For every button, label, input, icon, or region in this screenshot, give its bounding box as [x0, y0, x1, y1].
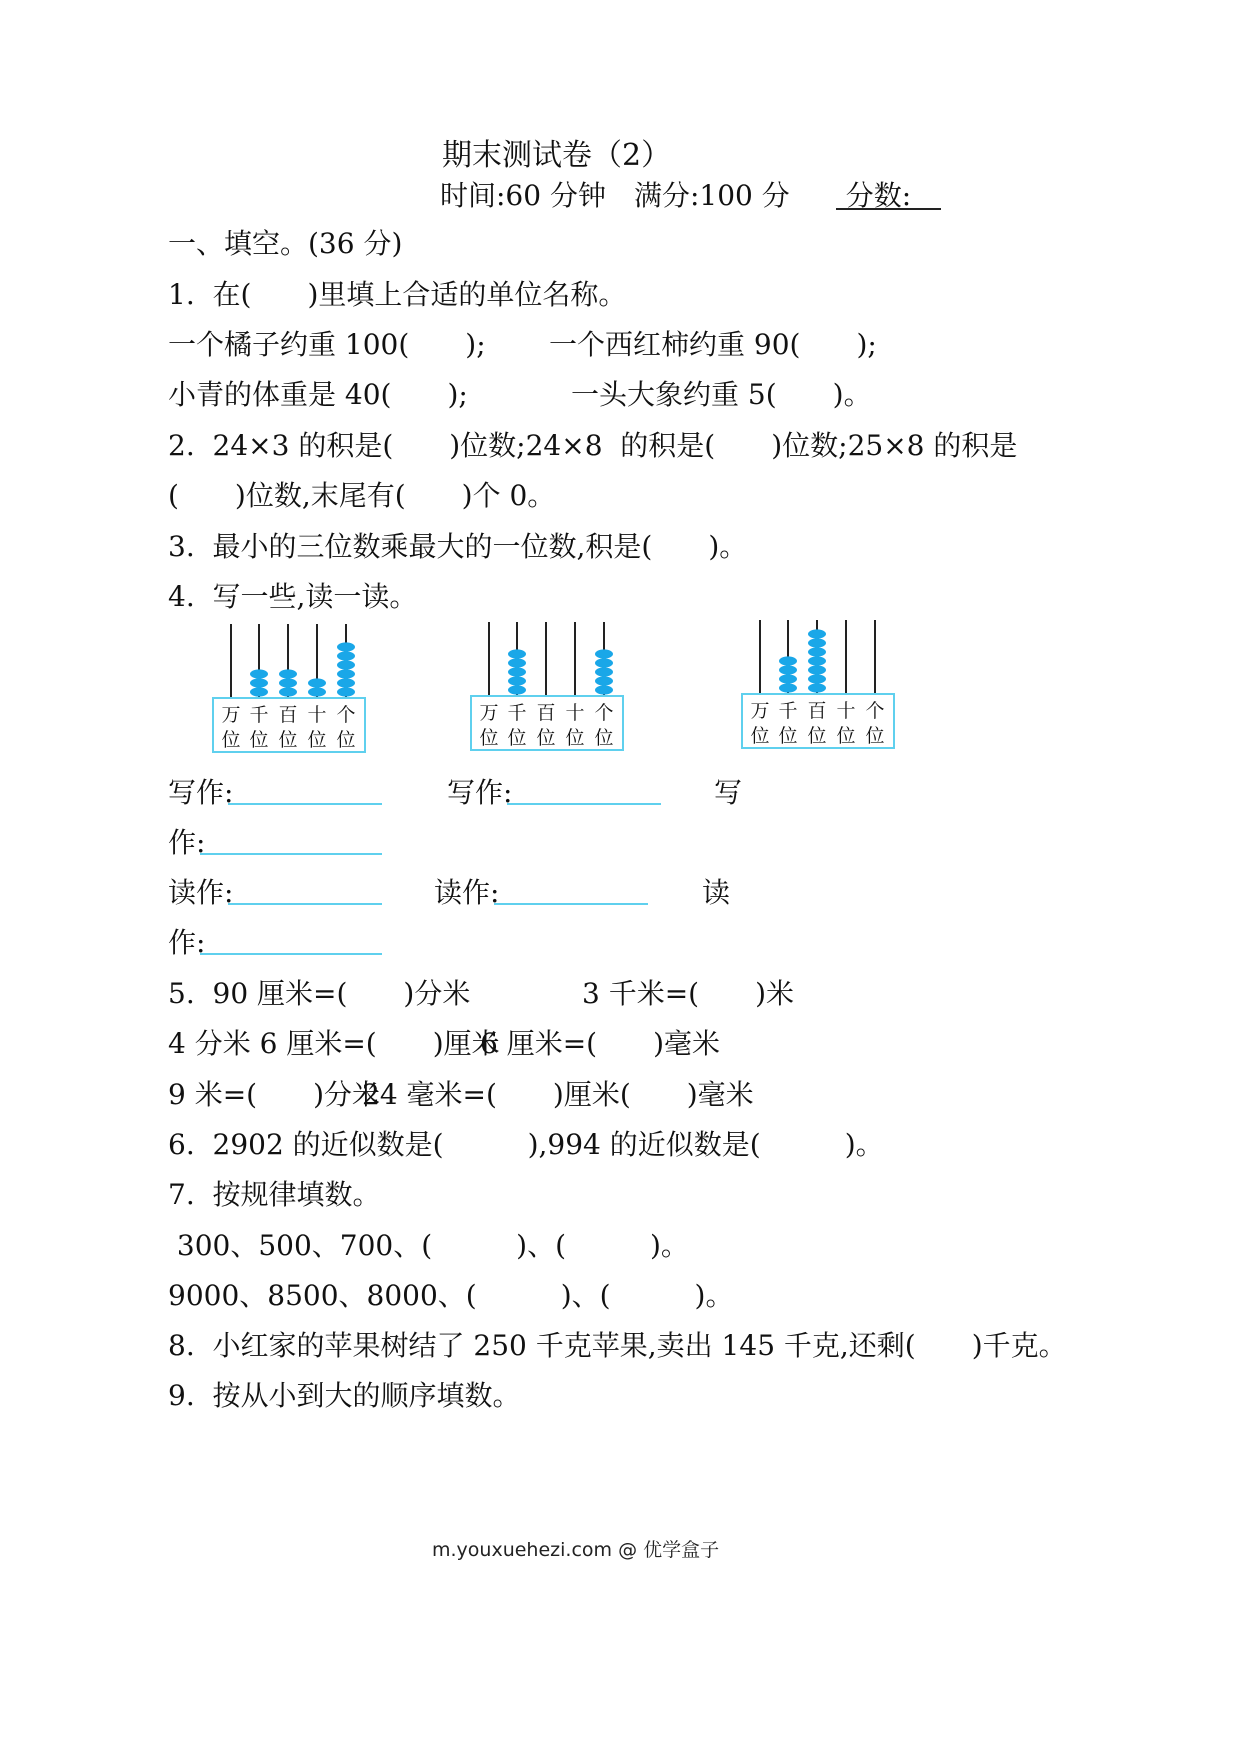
- read-blank-3[interactable]: [200, 953, 382, 955]
- read-blank-2[interactable]: [494, 903, 648, 905]
- read-label-3a: 读: [702, 876, 731, 909]
- read-blank-1[interactable]: [228, 903, 382, 905]
- abacus-place-label: 位: [565, 727, 585, 749]
- abacus-place-label: 位: [278, 729, 298, 751]
- read-label-1: 读作:: [168, 876, 234, 909]
- question-6: 6. 2902 的近似数是( ),994 的近似数是( )。: [168, 1128, 884, 1161]
- abacus-bead: [808, 683, 826, 692]
- abacus-bead: [808, 638, 826, 647]
- read-label-3b: 作:: [168, 926, 206, 959]
- abacus-place-label: 位: [479, 727, 499, 749]
- abacus-3-svg: [740, 618, 896, 750]
- abacus-bead: [808, 656, 826, 665]
- abacus-1-svg: [211, 622, 367, 754]
- abacus-bead: [337, 651, 355, 660]
- abacus-bead: [250, 669, 268, 678]
- abacus-place-label: 个: [865, 700, 885, 722]
- abacus-bead: [595, 676, 613, 685]
- write-blank-3[interactable]: [200, 853, 382, 855]
- question-4-stem: 4. 写一些,读一读。: [168, 580, 418, 613]
- abacus-place-label: 百: [536, 702, 556, 724]
- question-1-stem: 1. 在( )里填上合适的单位名称。: [168, 278, 627, 311]
- abacus-place-label: 个: [594, 702, 614, 724]
- abacus-place-label: 万: [221, 704, 241, 726]
- abacus-place-label: 位: [750, 725, 770, 747]
- abacus-bead: [808, 674, 826, 683]
- question-1a: 一个橘子约重 100( );: [168, 328, 486, 361]
- abacus-bead: [250, 678, 268, 687]
- exam-info: 时间:60 分钟 满分:100 分 分数:: [440, 179, 912, 212]
- abacus-bead: [508, 658, 526, 667]
- abacus-place-label: 千: [507, 702, 527, 724]
- abacus-place-label: 位: [807, 725, 827, 747]
- abacus-place-label: 位: [536, 727, 556, 749]
- question-7-stem: 7. 按规律填数。: [168, 1178, 381, 1211]
- abacus-place-label: 位: [594, 727, 614, 749]
- write-label-1: 写作:: [168, 776, 234, 809]
- abacus-place-label: 位: [865, 725, 885, 747]
- page-title: 期末测试卷（2）: [442, 138, 672, 173]
- question-1b: 一个西红柿约重 90( );: [549, 328, 877, 361]
- abacus-bead: [337, 660, 355, 669]
- abacus-bead: [250, 687, 268, 696]
- question-5b: 3 千米=( )米: [582, 977, 795, 1010]
- abacus-place-label: 位: [336, 729, 356, 751]
- abacus-bead: [308, 687, 326, 696]
- abacus-place-label: 位: [836, 725, 856, 747]
- abacus-bead: [279, 678, 297, 687]
- abacus-place-label: 位: [778, 725, 798, 747]
- abacus-2-svg: [469, 620, 625, 752]
- abacus-bead: [779, 665, 797, 674]
- write-blank-2[interactable]: [507, 803, 661, 805]
- abacus-place-label: 千: [778, 700, 798, 722]
- abacus-bead: [337, 678, 355, 687]
- question-1c: 小青的体重是 40( );: [168, 378, 468, 411]
- question-5a: 5. 90 厘米=( )分米: [168, 977, 471, 1010]
- abacus-place-label: 万: [479, 702, 499, 724]
- abacus-bead: [779, 683, 797, 692]
- abacus-place-label: 位: [249, 729, 269, 751]
- abacus-bead: [595, 667, 613, 676]
- abacus-bead: [595, 685, 613, 694]
- read-label-2: 读作:: [434, 876, 500, 909]
- question-5f: 24 毫米=( )厘米( )毫米: [362, 1078, 754, 1111]
- abacus-bead: [337, 687, 355, 696]
- abacus-bead: [808, 665, 826, 674]
- abacus-bead: [508, 676, 526, 685]
- score-blank[interactable]: [836, 208, 941, 210]
- abacus-place-label: 千: [249, 704, 269, 726]
- question-5e: 9 米=( )分米: [168, 1078, 381, 1111]
- question-2-line1: 2. 24×3 的积是( )位数;24×8 的积是( )位数;25×8 的积是: [168, 429, 1018, 462]
- abacus-place-label: 十: [565, 702, 585, 724]
- write-label-3b: 作:: [168, 826, 206, 859]
- question-5c: 4 分米 6 厘米=( )厘米: [168, 1027, 500, 1060]
- section-heading: 一、填空。(36 分): [168, 227, 403, 260]
- abacus-place-label: 十: [836, 700, 856, 722]
- question-2-line2: ( )位数,末尾有( )个 0。: [168, 479, 556, 512]
- abacus-bead: [595, 658, 613, 667]
- question-5d: 6 厘米=( )毫米: [480, 1027, 721, 1060]
- question-7-row2: 9000、8500、8000、( )、( )。: [168, 1279, 734, 1312]
- write-label-2: 写作:: [447, 776, 513, 809]
- question-7-row1: 300、500、700、( )、( )。: [168, 1229, 689, 1262]
- abacus-place-label: 位: [507, 727, 527, 749]
- abacus-bead: [279, 687, 297, 696]
- abacus-bead: [508, 667, 526, 676]
- abacus-bead: [308, 678, 326, 687]
- write-label-3a: 写: [714, 776, 743, 809]
- abacus-bead: [595, 649, 613, 658]
- abacus-place-label: 个: [336, 704, 356, 726]
- abacus-bead: [279, 669, 297, 678]
- abacus-3: [740, 618, 896, 750]
- abacus-bead: [808, 647, 826, 656]
- abacus-place-label: 万: [750, 700, 770, 722]
- abacus-place-label: 位: [221, 729, 241, 751]
- write-blank-1[interactable]: [228, 803, 382, 805]
- abacus-bead: [508, 649, 526, 658]
- abacus-bead: [779, 674, 797, 683]
- question-1d: 一头大象约重 5( )。: [571, 378, 872, 411]
- abacus-bead: [779, 656, 797, 665]
- abacus-bead: [337, 642, 355, 651]
- question-3: 3. 最小的三位数乘最大的一位数,积是( )。: [168, 530, 748, 563]
- abacus-bead: [508, 685, 526, 694]
- abacus-1: [211, 622, 367, 754]
- abacus-place-label: 十: [307, 704, 327, 726]
- abacus-place-label: 百: [278, 704, 298, 726]
- question-9: 9. 按从小到大的顺序填数。: [168, 1379, 521, 1412]
- abacus-bead: [808, 629, 826, 638]
- abacus-place-label: 百: [807, 700, 827, 722]
- footer-watermark: m.youxuehezi.com @ 优学盒子: [432, 1539, 720, 1561]
- abacus-bead: [337, 669, 355, 678]
- abacus-2: [469, 620, 625, 752]
- abacus-place-label: 位: [307, 729, 327, 751]
- question-8: 8. 小红家的苹果树结了 250 千克苹果,卖出 145 千克,还剩( )千克。: [168, 1329, 1067, 1362]
